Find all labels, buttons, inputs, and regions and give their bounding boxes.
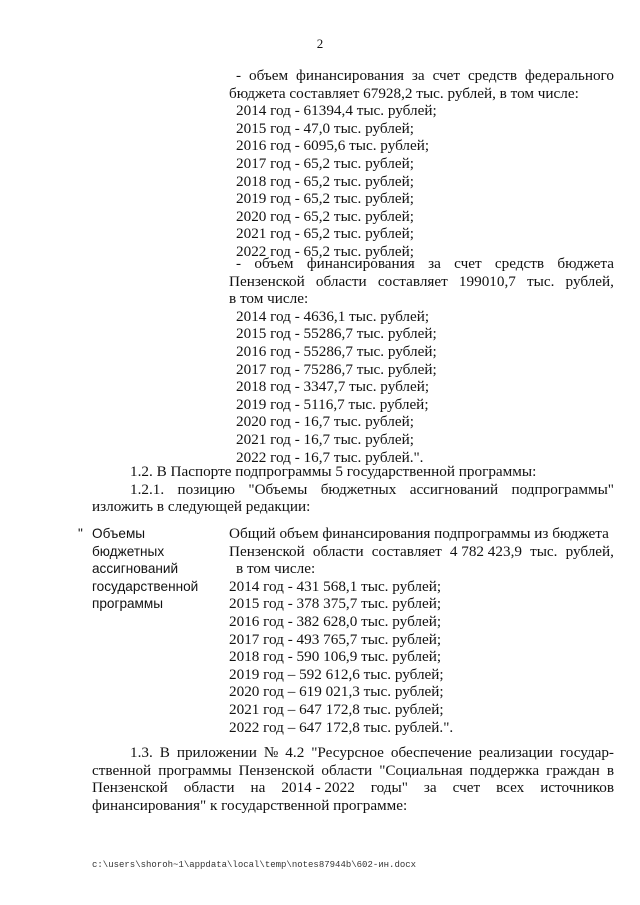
- passport-year-line: 2015 год - 378 375,7 тыс. рублей;: [229, 595, 442, 613]
- federal-year-line: 2022 год - 65,2 тыс. рублей;: [236, 242, 414, 260]
- passport-year-line: 2018 год - 590 106,9 тыс. рублей;: [229, 648, 442, 666]
- passport-year-line: 2017 год - 493 765,7 тыс. рублей;: [229, 630, 442, 648]
- passport-line3: в том числе:: [236, 560, 316, 578]
- passport-year-line: 2020 год – 619 021,3 тыс. рублей;: [229, 683, 444, 701]
- regional-year-line: 2014 год - 4636,1 тыс. рублей;: [236, 307, 430, 325]
- passport-value-cell: [229, 525, 614, 736]
- opening-quote: ": [78, 526, 83, 541]
- regional-year-line: 2016 год - 55286,7 тыс. рублей;: [236, 342, 437, 360]
- federal-year-line: 2021 год - 65,2 тыс. рублей;: [236, 225, 414, 243]
- section-1-3-line4: финансирования" к государственной программе:: [92, 796, 408, 814]
- federal-year-line: 2015 год - 47,0 тыс. рублей;: [236, 119, 414, 137]
- regional-intro-line1: - объем финансирования за счет средств бюджета: [236, 255, 614, 272]
- regional-year-line: 2019 год - 5116,7 тыс. рублей;: [236, 395, 429, 413]
- page-number: 2: [316, 36, 324, 51]
- regional-intro-line2: Пензенской области составляет 199010,7 тыс. рублей,: [229, 272, 614, 290]
- federal-year-line: 2019 год - 65,2 тыс. рублей;: [236, 190, 414, 208]
- footer-file-path: c:\users\shoroh~1\appdata\local\temp\notes87944b\602-ин.docx: [92, 860, 417, 870]
- section-1-3-line3: Пензенской области на 2014 - 2022 годы" за счет всех источников: [92, 779, 614, 797]
- section-1-3-line1: 1.3. В приложении № 4.2 "Ресурсное обеспечение реализации государ-: [130, 744, 614, 761]
- regional-year-line: 2018 год - 3347,7 тыс. рублей;: [236, 378, 430, 396]
- federal-year-line: 2018 год - 65,2 тыс. рублей;: [236, 172, 414, 190]
- regional-funding-block: [229, 255, 614, 466]
- federal-year-line: 2016 год - 6095,6 тыс. рублей;: [236, 137, 430, 155]
- section-1-3-line2: ственной программы Пензенской области "Социальная поддержка граждан в: [92, 761, 614, 779]
- regional-year-line: 2020 год - 16,7 тыс. рублей;: [236, 413, 414, 431]
- federal-year-line: 2020 год - 65,2 тыс. рублей;: [236, 207, 414, 225]
- regional-year-line: 2015 год - 55286,7 тыс. рублей;: [236, 325, 437, 343]
- federal-year-line: 2017 год - 65,2 тыс. рублей;: [236, 154, 414, 172]
- regional-year-line: 2022 год - 16,7 тыс. рублей.".: [236, 448, 424, 466]
- section-1-2-heading: 1.2. В Паспорте подпрограммы 5 государственной программы:: [130, 463, 537, 480]
- federal-intro-line2: бюджета составляет 67928,2 тыс. рублей, в том числе:: [229, 84, 579, 102]
- regional-intro-line3: в том числе:: [229, 290, 309, 308]
- federal-intro-line1: - объем финансирования за счет средств федерального: [236, 67, 614, 84]
- passport-line2: Пензенской области составляет 4 782 423,9 тыс. рублей,: [229, 542, 614, 560]
- section-1-2-1-line2: изложить в следующей редакции:: [92, 498, 311, 516]
- section-1-3: [92, 744, 614, 814]
- section-1-2: [92, 463, 614, 516]
- passport-label-cell: " Объемы бюджетных ассигнований государственной программы: [78, 526, 199, 612]
- passport-year-line: 2022 год – 647 172,8 тыс. рублей.".: [229, 718, 454, 736]
- regional-year-line: 2017 год - 75286,7 тыс. рублей;: [236, 360, 437, 378]
- passport-year-line: 2016 год - 382 628,0 тыс. рублей;: [229, 612, 442, 630]
- section-1-2-1-line1: 1.2.1. позицию "Объемы бюджетных ассигнований подпрограммы": [130, 480, 614, 498]
- federal-funding-block: [229, 67, 614, 261]
- federal-year-line: 2014 год - 61394,4 тыс. рублей;: [236, 102, 437, 120]
- regional-year-line: 2021 год - 16,7 тыс. рублей;: [236, 430, 414, 448]
- passport-year-line: 2019 год – 592 612,6 тыс. рублей;: [229, 665, 444, 683]
- passport-line1: Общий объем финансирования подпрограммы из бюджета: [229, 525, 609, 542]
- passport-year-line: 2014 год - 431 568,1 тыс. рублей;: [229, 577, 442, 595]
- passport-year-line: 2021 год – 647 172,8 тыс. рублей;: [229, 700, 444, 718]
